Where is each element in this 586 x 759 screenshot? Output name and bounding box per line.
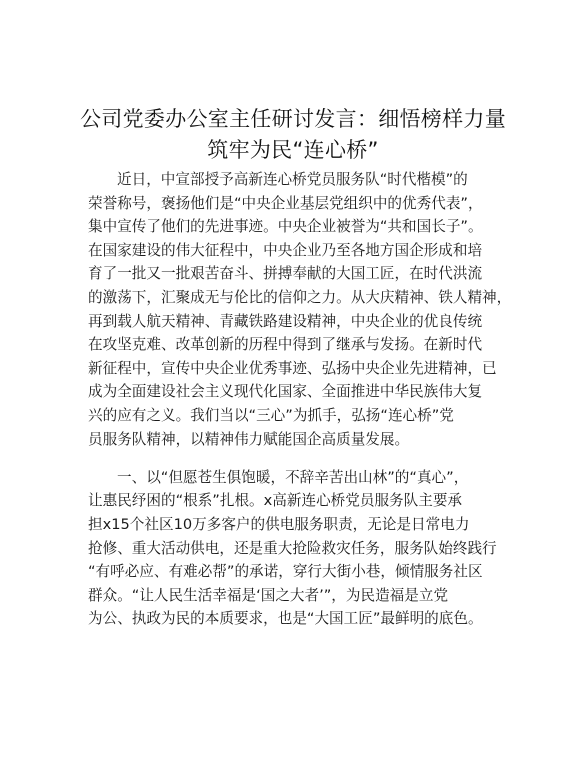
title-line-2: 筑牢为民“连心桥” xyxy=(207,138,379,162)
paragraph-line: 成为全面建设社会主义现代化国家、全面推进中华民族伟大复 xyxy=(88,383,483,401)
paragraph-line: 在攻坚克难、改革创新的历程中得到了继承与发扬。在新时代 xyxy=(88,336,483,354)
paragraph-line: 在国家建设的伟大征程中，中央企业乃至各地方国企形成和培 xyxy=(88,241,483,259)
paragraph-line: 抢修、重大活动供电，还是重大抢险救灾任务，服务队始终践行 xyxy=(88,539,497,557)
paragraph-line: 一、以“但愿苍生俱饱暖，不辞辛苦出山林”的“真心”， xyxy=(117,468,469,486)
paragraph-line: “有呼必应、有难必帮”的承诺，穿行大街小巷，倾情服务社区 xyxy=(88,563,483,581)
paragraph-line: 荣誉称号，褒扬他们是“中央企业基层党组织中的优秀代表”， xyxy=(88,194,483,212)
paragraph-line: 为公、执政为民的本质要求，也是“大国工匠”最鲜明的底色。 xyxy=(88,610,483,628)
paragraph-line: 近日，中宣部授予高新连心桥党员服务队“时代楷模”的 xyxy=(117,171,468,188)
paragraph-section-one xyxy=(88,466,500,631)
document-body xyxy=(88,168,512,631)
paragraph-intro xyxy=(88,168,512,451)
title-line-1: 公司党委办公室主任研讨发言：细悟榜样力量 xyxy=(80,107,506,131)
paragraph-line: 育了一批又一批艰苦奋斗、拼搏奉献的大国工匠，在时代洪流 xyxy=(88,265,483,283)
paragraph-line: 担x15个社区10万多客户的供电服务职责，无论是日常电力 xyxy=(88,515,470,533)
paragraph-line: 群众。“让人民生活幸福是‘国之大者’”，为民造福是立党 xyxy=(88,586,449,604)
paragraph-line: 的激荡下，汇聚成无与伦比的信仰之力。从大庆精神、铁人精神， xyxy=(88,288,512,306)
paragraph-line: 兴的应有之义。我们当以“三心”为抓手，弘扬“连心桥”党 xyxy=(88,406,454,424)
document-title xyxy=(70,104,516,166)
paragraph-line: 员服务队精神，以精神伟力赋能国企高质量发展。 xyxy=(88,430,410,448)
paragraph-line: 集中宣传了他们的先进事迹。中央企业被誉为“共和国长子”。 xyxy=(88,218,483,236)
paragraph-line: 新征程中，宣传中央企业优秀事迹、弘扬中央企业先进精神，已 xyxy=(88,359,497,377)
paragraph-line: 让惠民纾困的“根系”扎根。x高新连心桥党员服务队主要承 xyxy=(88,492,463,510)
paragraph-line: 再到载人航天精神、青藏铁路建设精神，中央企业的优良传统 xyxy=(88,312,483,330)
